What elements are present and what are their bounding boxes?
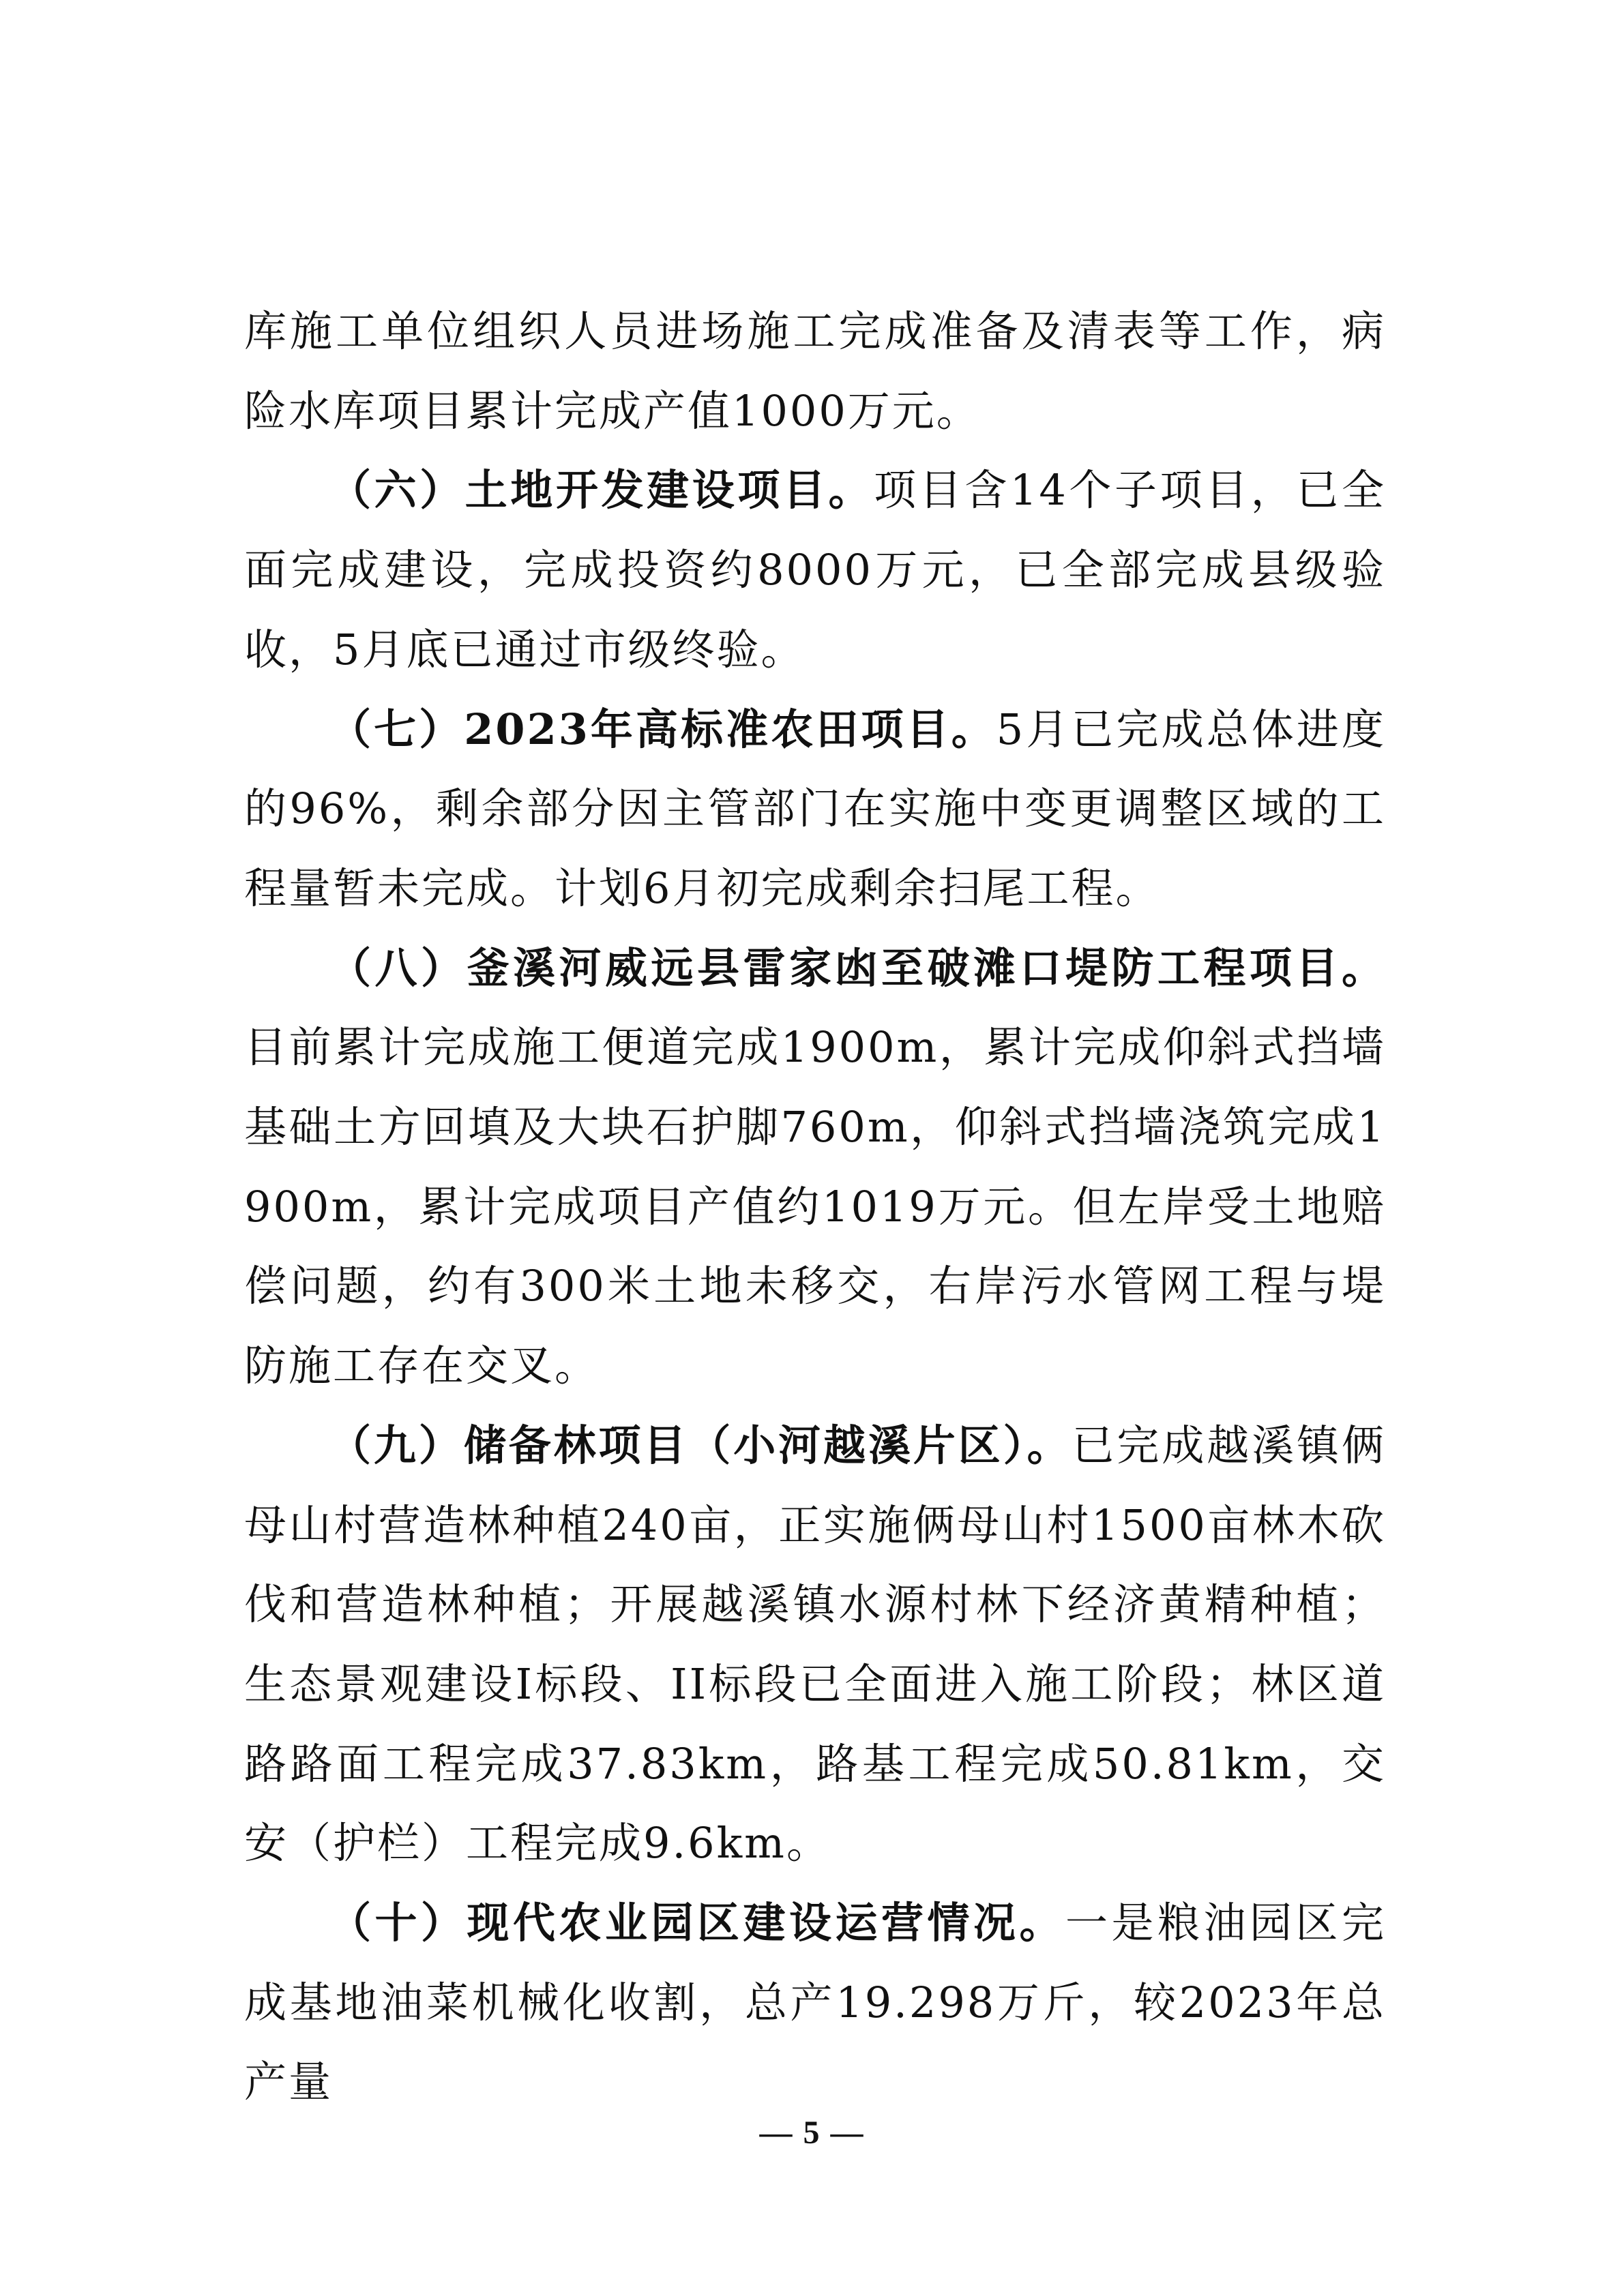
paragraph-text: 库施工单位组织人员进场施工完成准备及清表等工作，病险水库项目累计完成产值1000万元。: [244, 306, 1386, 436]
paragraph-land-development: [244, 451, 1386, 689]
paragraph-heading: （六）土地开发建设项目。: [329, 465, 874, 516]
paragraph-heading: （十）现代农业园区建设运营情况。: [329, 1898, 1065, 1948]
paragraph-text: 项目含14个子项目，已全面完成建设，完成投资约8000万元，已全部完成县级验收，5月底已通过市级终验。: [244, 465, 1386, 674]
page-number: — 5 —: [759, 2115, 865, 2151]
paragraph-text: 已完成越溪镇俩母山村营造林种植240亩，正实施俩母山村1500亩林木砍伐和营造林种植；开展越溪镇水源村林下经济黄精种植；生态景观建设I标段、II标段已全面进入施工阶段；林区道路路面工程完成37.83km，路基工程完成50.81km，交安（护栏）工程完成9.6km。: [244, 1420, 1386, 1868]
paragraph-heading: （八）釜溪河威远县雷家凼至破滩口堤防工程项目。: [329, 942, 1386, 993]
paragraph-text: 5月已完成总体进度的96%，剩余部分因主管部门在实施中变更调整区域的工程量暂未完成。计划6月初完成剩余扫尾工程。: [244, 704, 1386, 913]
paragraph-farmland-2023: [244, 690, 1386, 929]
paragraph-text: 目前累计完成施工便道完成1900m，累计完成仰斜式挡墙基础土方回填及大块石护脚760m，仰斜式挡墙浇筑完成1900m，累计完成项目产值约1019万元。但左岸受土地赔偿问题，约有300米土地未移交，右岸污水管网工程与堤防施工存在交叉。: [244, 1022, 1386, 1391]
paragraph-reservoir-continuation: [244, 292, 1386, 451]
paragraph-reserve-forest: [244, 1406, 1386, 1883]
paragraph-heading: （九）储备林项目（小河越溪片区）。: [329, 1420, 1072, 1470]
paragraph-levee-project: [244, 929, 1386, 1406]
paragraph-text: 一是粮油园区完成基地油菜机械化收割，总产19.298万斤，较2023年总产量: [244, 1898, 1386, 2107]
document-body: [244, 292, 1386, 2122]
paragraph-heading: （七）2023年高标准农田项目。: [329, 704, 996, 754]
paragraph-agri-park: [244, 1883, 1386, 2122]
